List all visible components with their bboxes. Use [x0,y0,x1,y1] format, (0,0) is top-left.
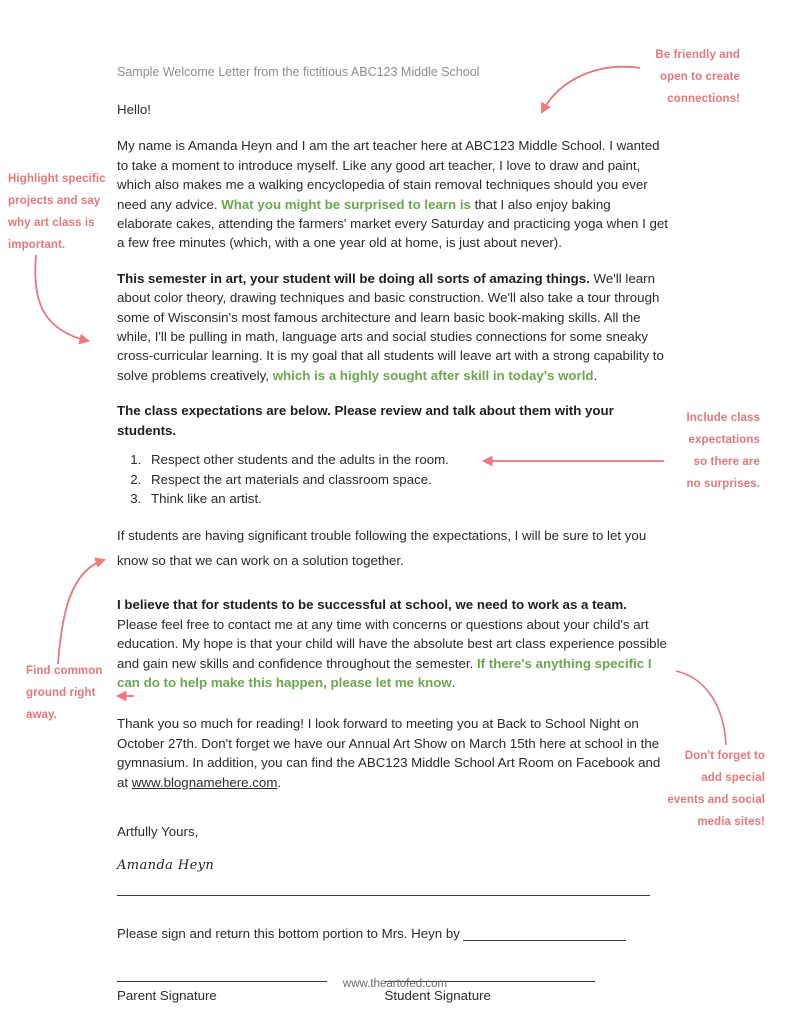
annotation-line: connections! [667,93,740,105]
expectations-heading-bold: The class expectations are below. Please review and talk about them with your students. [117,403,614,438]
annotation-line: expectations [688,434,760,446]
team-lead-bold: I believe that for students to be successful at school, we need to work as a team. [117,597,627,613]
student-signature-label: Student Signature [384,988,491,1004]
return-slip-text: Please sign and return this bottom portion to Mrs. Heyn by [117,926,460,942]
blog-link[interactable]: www.blognamehere.com [131,774,278,790]
intro-highlight: What you might be surprised to learn is [221,196,471,212]
parent-signature-label: Parent Signature [117,988,217,1004]
arrow-dont-forget-events [676,671,726,745]
team-highlight: If there's anything specific I can do to help make this happen, please let me know [117,655,652,690]
letter-greeting: Hello! [117,102,151,117]
tear-off-divider-rule [117,895,650,896]
annotation-line: add special [701,772,765,784]
annotation-highlight-projects [8,168,113,256]
due-date-blank[interactable] [463,927,626,941]
paragraph-thanks [117,714,669,792]
paragraph-trouble: If students are having significant trouble following the expectations, I will be sure to let you know so that we can work on a solution together. [117,528,647,569]
annotation-line: open to create [659,71,740,83]
list-item: 1. Respect other students and the adults in the room. [145,450,669,469]
paragraph-team [117,595,669,692]
intro-text-part2: that I also enjoy baking elaborate cakes, attending the farmers' market every Saturday and practicing yoga when I get a few free minutes (which, with a one year old at home, is just about never). [117,196,668,251]
team-body-text: Please feel free to contact me at any time with concerns or questions about your child's art education. My hope is that your child will have the absolute best art class experience possible and gain new skills and confidence throughout the semester. [117,616,667,671]
document-subject-line: Sample Welcome Letter from the fictitious ABC123 Middle School [117,65,480,79]
semester-highlight: which is a highly sought after skill in today's world [272,367,594,383]
annotation-line: no surprises. [686,478,760,490]
annotation-line: Highlight specific [8,173,106,185]
return-slip-instruction [117,926,669,941]
annotation-line: Include class [686,412,760,424]
annotation-line: why art class is [8,217,95,229]
annotation-line: projects and say [8,195,101,207]
annotation-line: media sites! [697,816,765,828]
paragraph-expectations-heading [117,401,669,440]
thanks-text-part2: . [277,774,282,790]
semester-tail: . [593,367,598,383]
paragraph-semester [117,269,669,385]
arrow-highlight-projects [35,255,88,341]
annotation-include-expectations [655,407,760,495]
annotation-find-common-ground [26,660,131,726]
annotation-line: events and social [667,794,765,806]
annotation-line: ground right [26,687,96,699]
annotation-line: Don't forget to [684,750,765,762]
thanks-text-part1: Thank you so much for reading! I look forward to meeting you at Back to School Night on October 27th. Don't forget we have our Annual Art Show on March 15th here at school in the gymnasium. In addition, you can find the ABC123 Middle School Art Room on Facebook and at [117,716,661,790]
semester-body-text: We'll learn about color theory, drawing techniques and basic construction. We'll also take a tour through some of Wisconsin's most famous architecture and learn basic book-making skills. All the while, I'll be pulling in math, language arts and social studies connections for some sneaky cross-curricular learning. It is my goal that all students will leave art with a strong capability to solve problems creatively, [117,270,664,383]
class-expectations-list [117,450,669,508]
page-footer-url: www.theartofed.com [342,978,448,990]
semester-lead-bold: This semester in art, your student will be doing all sorts of amazing things. [117,270,590,286]
paragraph-introduction [117,136,669,252]
team-tail: . [451,674,456,690]
letter-closing: Artfully Yours, [117,823,199,839]
list-item: 3. Think like an artist. [145,489,669,508]
annotation-line: Be friendly and [655,49,740,61]
annotation-line: so there are [693,456,760,468]
annotation-line: away. [26,709,57,721]
annotation-line: Find common [26,665,103,677]
annotation-line: important. [8,239,66,251]
letter-body [117,64,669,1003]
intro-text-part1: My name is Amanda Heyn and I am the art teacher here at ABC123 Middle School. I wanted to take a moment to introduce myself. Like any good art teacher, I love to draw and paint, which also makes me a walking encyclopedia of stain removal techniques should you ever need any advice. [117,138,660,212]
list-item: 2. Respect the art materials and classroom space. [145,470,669,489]
arrow-find-common-ground [58,560,104,664]
handwritten-signature: Amanda Heyn [117,858,215,874]
